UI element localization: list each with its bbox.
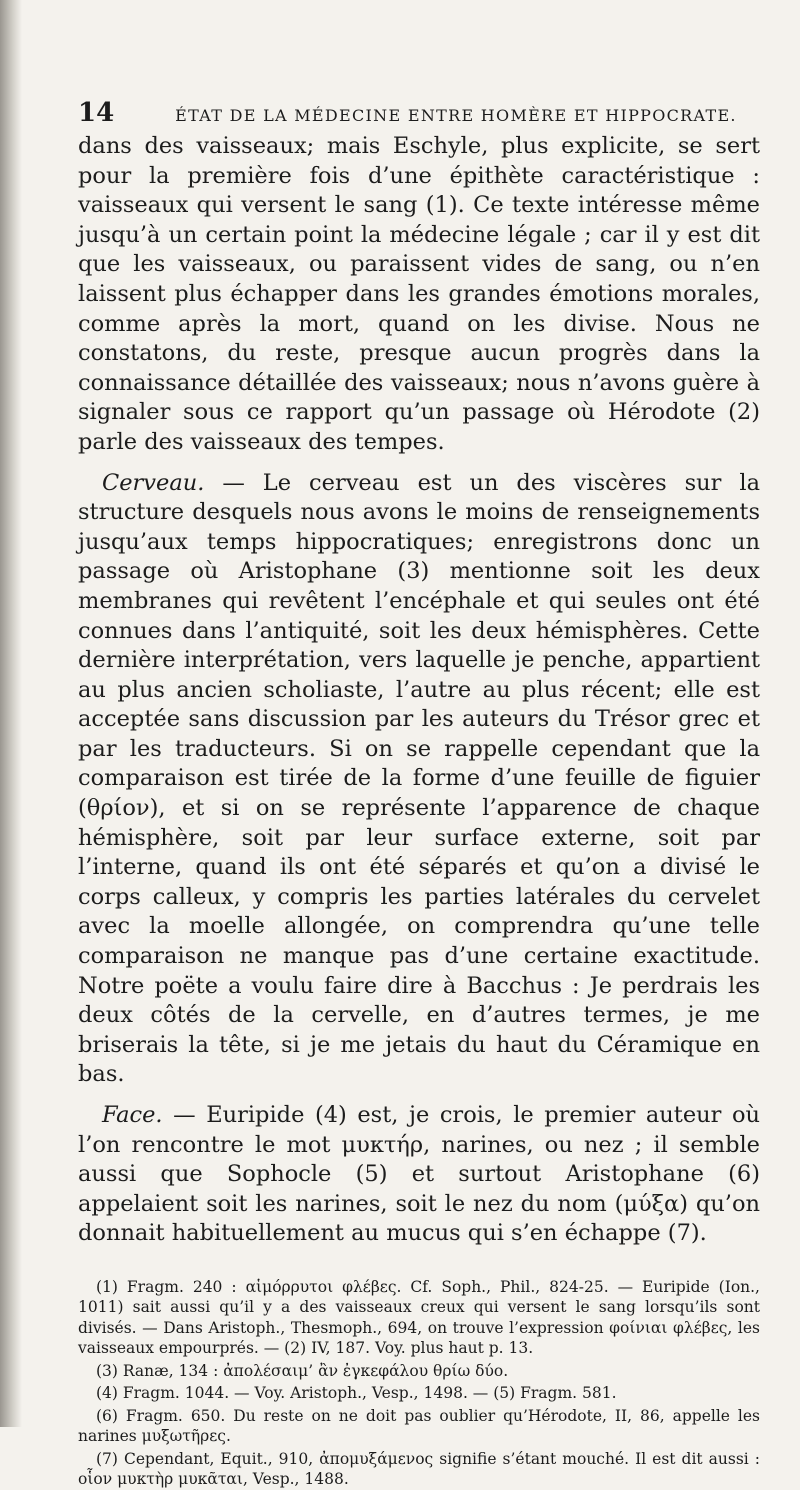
footnotes xyxy=(78,1277,760,1490)
page-spine-shadow xyxy=(0,0,22,1427)
footnote-3: (3) Ranæ, 134 : ἀπολέσαιμ’ ἂν ἐγκεφάλου θρίω δύο. xyxy=(96,1361,509,1380)
body-text xyxy=(78,132,760,1249)
paragraph-vessels xyxy=(78,132,760,458)
running-title: ÉTAT DE LA MÉDECINE ENTRE HOMÈRE ET HIPPOCRATE. xyxy=(175,106,737,125)
paragraph-text: dans des vaisseaux; mais Eschyle, plus explicite, se sert pour la première fois d’une épithète caractéristique : vaisseaux qui versent le sang (1). Ce texte intéresse même jusqu’à un certain point la médecine légale ; car il y est dit que les vaisseaux, ou paraissent vides de sang, ou n’en laissent plus échapper dans les grandes émotions morales, comme après la mort, quand on les divise. Nous ne constatons, du reste, presque aucun progrès dans la connaissance détaillée des vaisseaux; nous n’avons guère à signaler sous ce rapport qu’un passage où Hérodote (2) parle des vaisseaux des tempes. xyxy=(78,133,760,455)
footnote-7: (7) Cependant, Equit., 910, ἀπομυξάμενος signifie s’étant mouché. Il est dit aussi : οἷον μυκτὴρ μυκᾶται, Vesp., 1488. xyxy=(78,1449,760,1489)
footnote-4-5: (4) Fragm. 1044. — Voy. Aristoph., Vesp., 1498. — (5) Fragm. 581. xyxy=(96,1384,617,1403)
footnote-6: (6) Fragm. 650. Du reste on ne doit pas oublier qu’Hérodote, II, 86, appelle les narines μυξωτῆρες. xyxy=(78,1406,760,1446)
section-heading-face: Face. xyxy=(102,1102,163,1128)
section-heading-cerveau: Cerveau. xyxy=(102,469,205,496)
footnote-1-2: (1) Fragm. 240 : αἱμόρρυτοι φλέβες. Cf. Soph., Phil., 824-25. — Euripide (Ion., 1011) sait aussi qu’il y a des vaisseaux creux qui versent le sang lorsqu’ils sont divisés. — Dans Aristoph., Thesmoph., 694, on trouve l’expression φοίνιαι φλέβες, les vaisseaux empourprés. — (2) IV, 187. Voy. plus haut p. 13. xyxy=(78,1277,760,1358)
paragraph-text: — Euripide (4) est, je crois, le premier auteur où l’on rencontre le mot μυκτήρ, narines, ou nez ; il semble aussi que Sophocle (5) et surtout Aristophane (6) appelaient soit les narines, soit le nez du nom (μύξα) qu’on donnait habituellement au mucus qui s’en échappe (7). xyxy=(78,1102,760,1247)
running-header xyxy=(78,98,760,128)
paragraph-text: — Le cerveau est un des viscères sur la structure desquels nous avons le moins de renseignements jusqu’aux temps hippocratiques; enregistrons donc un passage où Aristophane (3) mentionne soit les deux membranes qui revêtent l’encéphale et qui seules ont été connues dans l’antiquité, soit les deux hémisphères. Cette dernière interprétation, vers laquelle je penche, appartient au plus ancien scholiaste, l’autre au plus récent; elle est acceptée sans discussion par les auteurs du Trésor grec et par les traducteurs. Si on se rappelle cependant que la comparaison est tirée de la forme d’une feuille de figuier (θρίον), et si on se représente l’apparence de chaque hémisphère, soit par leur surface externe, soit par l’interne, quand ils ont été séparés et qu’on a divisé le corps calleux, y compris les parties latérales du cervelet avec la moelle allongée, on comprendra qu’une telle comparaison ne manque pas d’une certaine exactitude. Notre poëte a voulu faire dire à Bacchus : Je perdrais les deux côtés de la cervelle, en d’autres termes, je me briserais la tête, si je me jetais du haut du Céramique en bas. xyxy=(78,469,760,1088)
page-number: 14 xyxy=(78,98,115,128)
paragraph-face xyxy=(78,1101,760,1249)
paragraph-brain xyxy=(78,469,760,1090)
